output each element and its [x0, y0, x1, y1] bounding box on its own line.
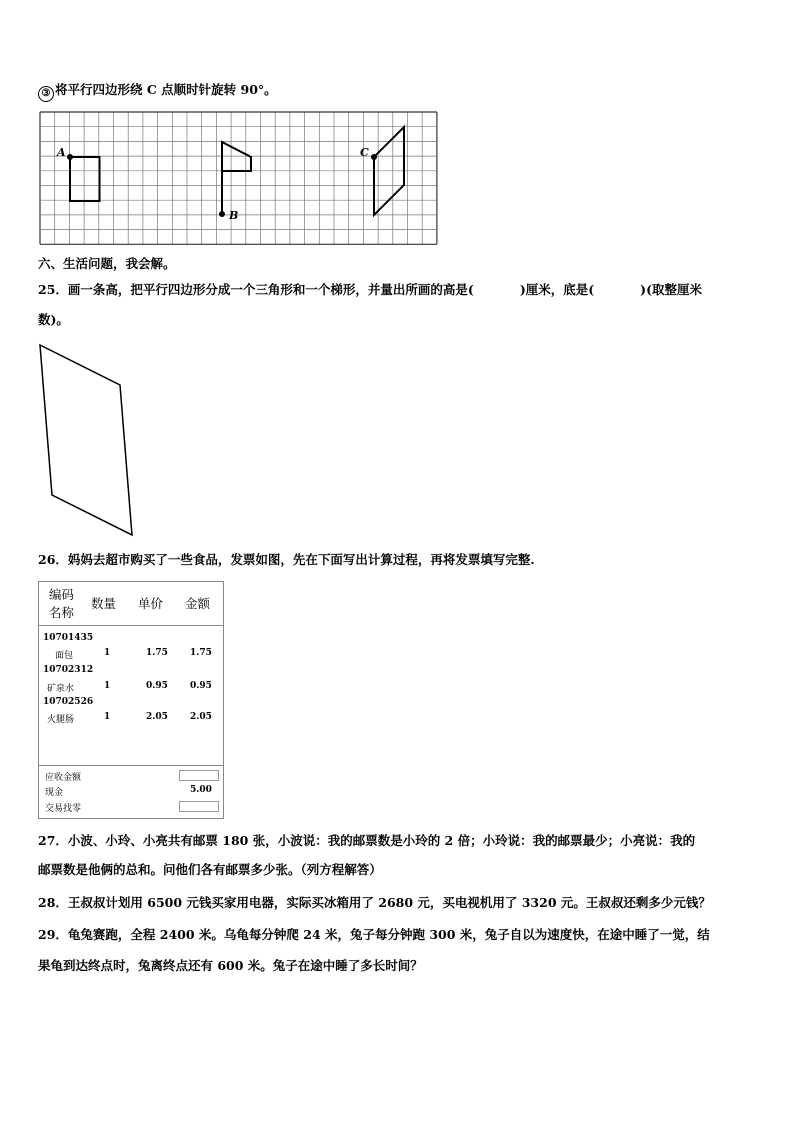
header-name: 名称	[49, 605, 75, 620]
point-c	[371, 154, 377, 160]
item-name: 矿泉水	[47, 684, 75, 694]
label-a: A	[57, 146, 66, 159]
header-price: 单价	[138, 596, 164, 611]
change-label: 交易找零	[45, 804, 82, 814]
parallelogram-figure	[0, 330, 200, 550]
rectangle-shape	[70, 157, 100, 201]
flag-shape	[222, 142, 251, 214]
question-26: 26．妈妈去超市购买了一些食品，发票如图，先在下面写出计算过程，再将发票填写完整.	[38, 552, 535, 567]
point-a	[67, 154, 73, 160]
invoice-footer-divider	[39, 765, 223, 766]
item-qty: 1	[104, 712, 111, 722]
item-qty: 1	[104, 681, 111, 691]
item-amount: 1.75	[190, 648, 212, 658]
due-amount-box[interactable]	[179, 770, 219, 781]
item-amount: 2.05	[190, 712, 212, 722]
cash-label: 现金	[45, 788, 64, 798]
question-29-line2: 果龟到达终点时，兔离终点还有 600 米。兔子在途中睡了多长时间？	[38, 958, 423, 973]
question-25-line2: 数)。	[38, 312, 69, 327]
due-label: 应收金额	[45, 773, 82, 783]
q25-text-c: )(取整厘米	[640, 282, 702, 297]
item-price: 2.05	[146, 712, 168, 722]
question-25-line1	[38, 282, 702, 298]
section-six-heading: 六、生活问题，我会解。	[38, 256, 176, 271]
header-code: 编码	[49, 587, 75, 602]
rotation-grid-figure	[0, 0, 794, 260]
q25-text-b: )厘米，底是(	[519, 282, 595, 297]
question-27-line2: 邮票数是他俩的总和。问他们各有邮票多少张。（列方程解答）	[38, 862, 382, 877]
cash-value: 5.00	[190, 785, 212, 795]
header-qty: 数量	[91, 596, 117, 611]
item-code: 10702312	[43, 665, 94, 675]
point-b	[219, 211, 225, 217]
label-c: C	[360, 146, 369, 159]
question-28: 28．王叔叔计划用 6500 元钱买家用电器，实际买冰箱用了 2680 元，买电视机用了 3320 元。王叔叔还剩多少元钱？	[38, 895, 711, 910]
item-code: 10701435	[43, 633, 94, 643]
header-amount: 金额	[185, 596, 211, 611]
question-27-line1: 27．小波、小玲、小亮共有邮票 180 张，小波说：我的邮票数是小玲的 2 倍；小玲说：我的邮票最少；小亮说：我的	[38, 833, 696, 848]
item-name: 面包	[55, 651, 74, 661]
item-price: 0.95	[146, 681, 168, 691]
invoice-header-divider	[39, 625, 223, 626]
item-price: 1.75	[146, 648, 168, 658]
item-qty: 1	[104, 648, 111, 658]
item-name: 火腿肠	[47, 715, 75, 725]
q25-text-a: 25．画一条高，把平行四边形分成一个三角形和一个梯形，并量出所画的高是(	[38, 282, 474, 297]
question-rotate-text: 将平行四边形绕 C 点顺时针旋转 90°。	[55, 82, 277, 97]
item-amount: 0.95	[190, 681, 212, 691]
invoice	[38, 581, 224, 819]
question-29-line1: 29．龟兔赛跑，全程 2400 米。乌龟每分钟爬 24 米，兔子每分钟跑 300 米，兔子自以为速度快，在途中睡了一觉，结	[38, 927, 710, 942]
circled-number: ③	[38, 86, 54, 102]
label-b: B	[229, 209, 239, 222]
parallelogram-shape	[40, 345, 132, 535]
item-code: 10702526	[43, 697, 94, 707]
change-amount-box[interactable]	[179, 801, 219, 812]
